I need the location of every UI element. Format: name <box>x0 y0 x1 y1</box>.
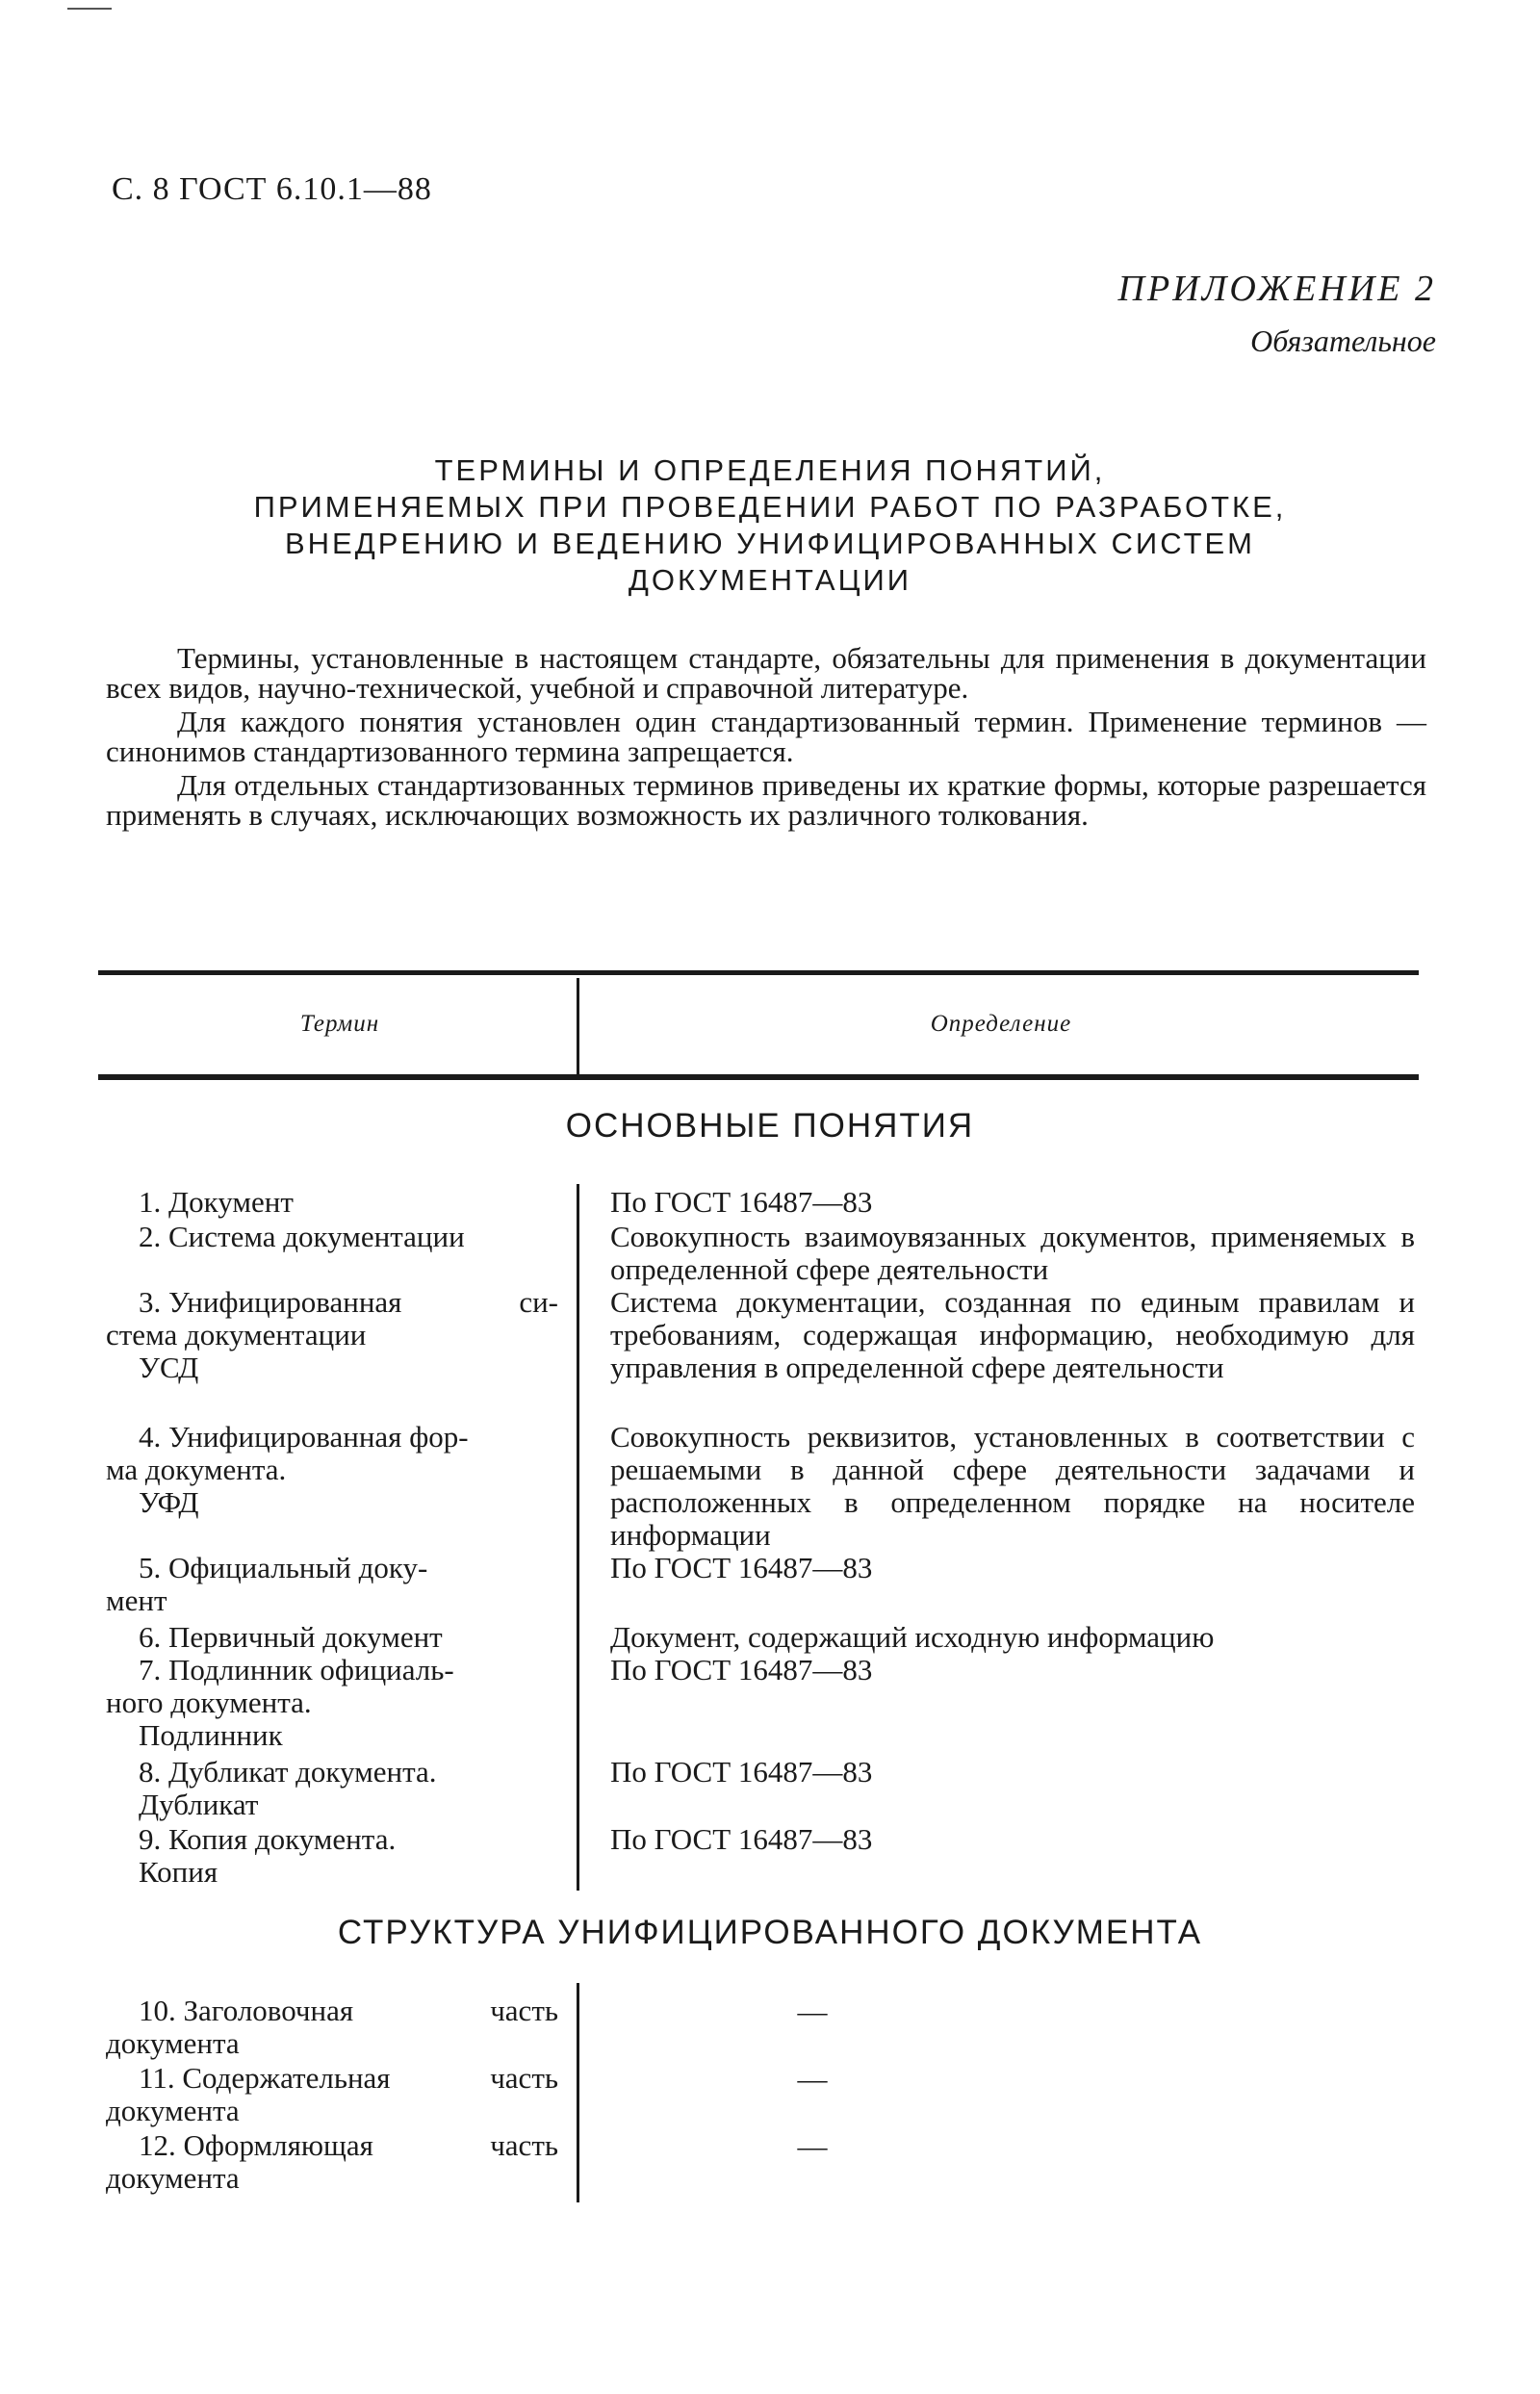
section-title-basic-concepts: ОСНОВНЫЕ ПОНЯТИЯ <box>565 1107 975 1145</box>
term-cell <box>106 1621 558 1654</box>
table-header-bottom-rule <box>98 1074 1419 1080</box>
definition-cell: Совокупность взаимоувязанных документов, применяемых в определенной сфере деятельности <box>610 1220 1415 1286</box>
definition-cell: По ГОСТ 16487—83 <box>610 1653 873 1686</box>
definition-cell: По ГОСТ 16487—83 <box>610 1185 873 1219</box>
term-text: 9. Копия документа. <box>139 1822 397 1856</box>
definition-cell: По ГОСТ 16487—83 <box>610 1755 873 1789</box>
definition-cell: — <box>797 2062 828 2096</box>
definition-cell: Совокупность реквизитов, установленных в соответствии с решаемыми в данной сфере деятельности задачами и расположенных в определенном порядке на носителе информации <box>610 1420 1415 1552</box>
term-text: ма документа. <box>106 1453 287 1486</box>
intro-text <box>106 643 1426 834</box>
term-cell <box>106 1552 558 1617</box>
term-cell <box>106 2062 558 2127</box>
term-text: 6. Первичный документ <box>139 1620 443 1654</box>
appendix-subtitle: Обязательное <box>1250 323 1436 358</box>
scan-mark <box>67 8 112 10</box>
title-line: ТЕРМИНЫ И ОПРЕДЕЛЕНИЯ ПОНЯТИЙ, <box>434 453 1106 487</box>
term-cell <box>106 2129 558 2195</box>
term-text: 7. Подлинник официаль- <box>139 1653 454 1686</box>
intro-paragraph: Термины, установленные в настоящем стандарте, обязательны для применения в документации всех видов, научно-технической, учебной и справочной литературе. <box>106 641 1426 705</box>
term-text: 12. Оформляющая часть <box>139 2128 558 2162</box>
term-cell <box>106 1286 558 1384</box>
term-text: мент <box>106 1583 167 1617</box>
definition-cell: Документ, содержащий исходную информацию <box>610 1620 1215 1654</box>
term-abbreviation: Подлинник <box>139 1718 283 1752</box>
term-text: стема документации <box>106 1318 367 1351</box>
title-line: ДОКУМЕНТАЦИИ <box>628 563 912 597</box>
appendix-title: ПРИЛОЖЕНИЕ 2 <box>1117 269 1436 309</box>
term-abbreviation: УФД <box>139 1485 199 1519</box>
term-cell <box>106 1995 558 2060</box>
definition-cell: — <box>797 1995 828 2028</box>
term-text: 11. Содержательная часть <box>139 2061 558 2095</box>
title-line: ВНЕДРЕНИЮ И ВЕДЕНИЮ УНИФИЦИРОВАННЫХ СИСТЕМ <box>284 527 1256 560</box>
page-header: С. 8 ГОСТ 6.10.1—88 <box>112 171 432 207</box>
column-divider <box>577 1184 579 1891</box>
term-text: 10. Заголовочная часть <box>139 1994 558 2027</box>
document-title <box>106 452 1434 599</box>
term-text: ного документа. <box>106 1686 312 1719</box>
table-top-rule <box>98 970 1419 975</box>
term-text: документа <box>106 2094 240 2127</box>
column-header-term: Термин <box>299 1011 380 1037</box>
intro-paragraph: Для каждого понятия установлен один стандартизованный термин. Применение терминов — синонимов стандартизованного термина запрещается. <box>106 705 1426 768</box>
term-cell <box>106 1654 558 1752</box>
definition-cell: По ГОСТ 16487—83 <box>610 1822 873 1856</box>
term-text: документа <box>106 2161 240 2195</box>
definition-cell: По ГОСТ 16487—83 <box>610 1551 873 1584</box>
term-cell <box>106 1823 558 1889</box>
header-column-divider <box>577 978 579 1074</box>
column-divider <box>577 1983 579 2202</box>
appendix-label <box>1118 268 1436 359</box>
term-abbreviation: Копия <box>139 1855 218 1889</box>
term-abbreviation: Дубликат <box>139 1788 259 1821</box>
term-text: документа <box>106 2026 240 2060</box>
section-title-document-structure: СТРУКТУРА УНИФИЦИРОВАННОГО ДОКУМЕНТА <box>337 1914 1203 1951</box>
definition-cell: — <box>797 2129 828 2163</box>
term-text: 8. Дубликат документа. <box>139 1755 437 1789</box>
title-line: ПРИМЕНЯЕМЫХ ПРИ ПРОВЕДЕНИИ РАБОТ ПО РАЗРАБОТКЕ, <box>253 490 1287 524</box>
term-abbreviation: УСД <box>139 1351 199 1384</box>
term-text: 1. Документ <box>139 1185 294 1219</box>
term-cell <box>106 1186 558 1219</box>
term-text: 2. Система документации <box>139 1220 465 1253</box>
column-header-definition: Определение <box>930 1011 1072 1037</box>
term-cell <box>106 1421 558 1519</box>
term-text: 5. Официальный доку- <box>139 1551 428 1584</box>
intro-paragraph: Для отдельных стандартизованных терминов приведены их краткие формы, которые разрешается применять в случаях, исключающих возможность их различного толкования. <box>106 768 1426 832</box>
term-text: 3. Унифицированная си- <box>139 1285 558 1319</box>
definition-cell: Система документации, созданная по единым правилам и требованиям, содержащая информацию, необходимую для управления в определенной сфере деятельности <box>610 1285 1415 1384</box>
term-cell <box>106 1756 558 1821</box>
term-text: 4. Унифицированная фор- <box>139 1420 469 1454</box>
term-cell <box>106 1221 558 1253</box>
